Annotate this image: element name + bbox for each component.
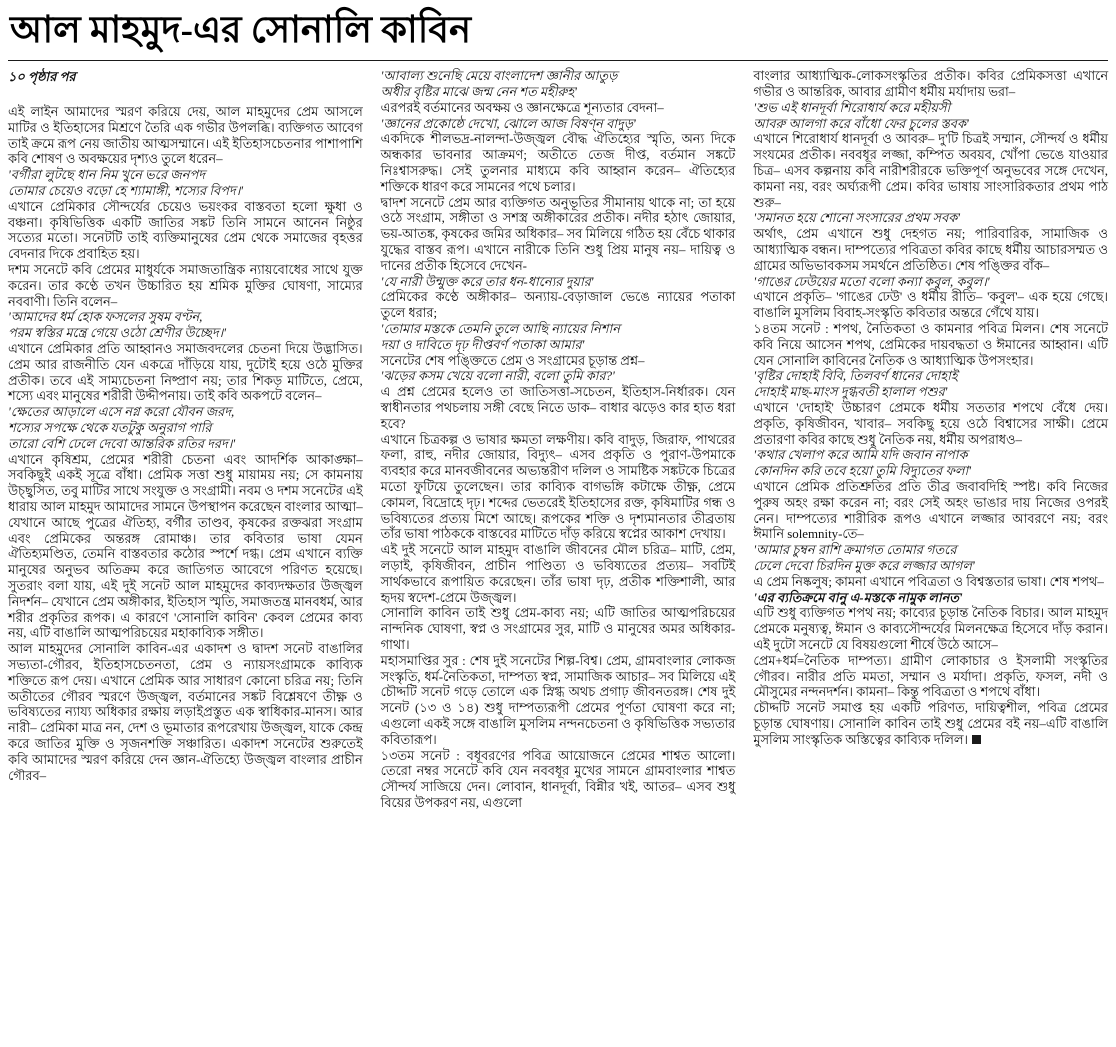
verse-quote: 'জ্ঞানের প্রকোষ্ঠে দেখো, ঝোলে আজ বিষণ্ন বাদুড়' bbox=[380, 116, 636, 131]
verse-quote: 'এর ব্যতিক্রমে বানু এ-মস্তকে নামুক লানত' bbox=[753, 590, 963, 605]
end-of-article-mark bbox=[972, 735, 981, 744]
article-paragraph: এখানে চিত্রকল্প ও ভাষার ক্ষমতা লক্ষণীয়। কবি বাদুড়, জিরাফ, পাথরের ফলা, রাহু, নদীর জোয়ার, বিদ্যুৎ– এসব প্রকৃতি ও পুরাণ-উপমাকে ব্যবহার করে মানবজীবনের অভ্যন্তরীণ দলিল ও সামষ্টিক সঙ্কটকে চিত্রের মতো ফুটিয়ে তুলেছেন। তার কাব্যিক বাগভঙ্গি কটাক্ষে তীক্ষ্ণ, প্রেমে কোমল, বিদ্রোহে দৃঢ়। শব্দের ভেতরেই ইতিহাসের রক্ত, কৃষিমাটির গন্ধ ও ভবিষ্যতের প্রত্যয় মিশে আছে। রূপকের শক্তি ও দৃশ্যমানতার তীব্রতায় তাঁর ভাষা পাঠককে বাস্তবের মাটিতে দাঁড় করিয়ে স্বপ্নের আকাশ দেখায়। bbox=[380, 432, 736, 542]
article-paragraph: এখানে প্রকৃতি– 'গাঙের ঢেউ' ও ধর্মীয় রীতি– 'কবুল'– এক হয়ে গেছে। বাঙালি মুসলিম বিবাহ-সংস্কৃতি কবিতার অন্তরে গেঁথে যায়। bbox=[753, 290, 1109, 321]
verse-quote: 'ক্ষেতের আড়ালে এসে নগ্ন করো যৌবন জরদ, শস্যের সপক্ষে থেকে যতটুকু অনুরাগ পারি তারো বেশি ঢেলে দেবো আন্তরিক রতির দরদ।' bbox=[8, 405, 236, 451]
article-paragraph: এখানে প্রেমিকার সৌন্দর্যের চেয়েও ভয়ংকর বাস্তবতা হলো ক্ষুধা ও বঞ্চনা। কৃষিভিত্তিক একটি জাতির সঙ্কট তিনি সামনে আনেন নিষ্ঠুর সত্যের মতো। সনেটটি তাই ব্যক্তিমানুষের প্রেম থেকে সমাজের বৃহত্তর বেদনার দিকে প্রবাহিত হয়। bbox=[8, 199, 363, 262]
article-paragraph: প্রেমিকের কণ্ঠে অঙ্গীকার– অন্যায়-বেড়াজাল ভেঙে ন্যায়ের পতাকা তুলে ধরার; bbox=[380, 290, 736, 321]
article-paragraph: এখানে প্রেমিকার প্রতি আহ্বানও সমাজবদলের চেতনা দিয়ে উদ্ভাসিত। প্রেম আর রাজনীতি যেন একত্রে দাঁড়িয়ে যায়, দুটোই হয়ে ওঠে মুক্তির প্রতীক। তবে এই সাম্যচেতনা নিষ্প্রাণ নয়; তার শিকড় মাটিতে, প্রেমে, শস্যে এবং মানুষের শরীরী উদ্দীপনায়। তাই কবি অকপটে বলেন– bbox=[8, 342, 363, 404]
article-paragraph: এ প্রশ্ন প্রেমের হলেও তা জাতিসত্তা-সচেতন, ইতিহাস-নির্ধারক। যেন স্বাধীনতার পথচলায় সঙ্গী বেছে নিতে ডাক– বাধার ঝড়েও কার হাত ধরা হবে? bbox=[380, 385, 736, 431]
article-paragraph: দশম সনেটে কবি প্রেমের মাধুর্যকে সমাজতান্ত্রিক ন্যায়বোধের সাথে যুক্ত করেন। তার কণ্ঠে তখন উচ্চারিত হয় শ্রমিক মুক্তির ঘোষণা, সাম্যের নববাণী। তিনি বলেন– bbox=[8, 263, 363, 309]
article-paragraph: এই লাইন আমাদের স্মরণ করিয়ে দেয়, আল মাহমুদের প্রেম আসলে মাটির ও ইতিহাসের মিশ্রণে তৈরি এক গভীর উপলব্ধি। ব্যক্তিগত আবেগ তাই ক্রমে রূপ নেয় জাতীয় আত্মসম্মানে। এই ইতিহাসচেতনার পাশাপাশি কবি শোষণ ও অবক্ষয়ের দৃশ্যও তুলে ধরেন– bbox=[8, 105, 363, 167]
verse-quote: 'সমানত হয়ে শোনো সংসারের প্রথম সবক' bbox=[753, 211, 961, 226]
verse-quote: 'বৃষ্টির দোহাই বিবি, তিলবর্ণ ধানের দোহাই দোহাই মাছ-মাংস দুগ্ধবতী হালাল পশুর' bbox=[753, 369, 958, 400]
article-paragraph: চৌদ্দটি সনেট সমাপ্ত হয় একটি পরিণত, দায়িত্বশীল, পবিত্র প্রেমের চূড়ান্ত ঘোষণায়। সোনালি কাবিন তাই শুধু প্রেমের বই নয়–এটি বাঙালি মুসলিম সাংস্কৃতিক অস্তিত্বের কাব্যিক দলিল। bbox=[753, 701, 1109, 747]
article-paragraph: আল মাহমুদের সোনালি কাবিন-এর একাদশ ও দ্বাদশ সনেট বাঙালির সভ্যতা-গৌরব, ইতিহাসচেতনতা, প্রেম ও ন্যায়সংগ্রামকে কাব্যিক শক্তিতে রূপ দেয়। এখানে প্রেমিক আর সাধারণ কোনো চরিত্র নয়; তিনি অতীতের গৌরব স্মরণে উজ্জ্বল, বর্তমানের সঙ্কট বিশ্লেষণে তীক্ষ্ণ ও ভবিষ্যতের ন্যায্য অধিকার রক্ষায় লড়াইপ্রস্তুত এক স্বাধিকার-মানস। আর নারী– প্রেমিকা মাত্র নন, দেশ ও ভূমাতার রূপরেখায় উজ্জ্বল, যাকে কেন্দ্র করে জাতির মুক্তি ও সৃজনশক্তি সঞ্চারিত। একাদশ সনেটের শুরুতেই কবি আমাদের স্মরণ করিয়ে দেন জ্ঞান-ঐতিহ্যে উজ্জ্বল বাংলার প্রাচীন গৌরব– bbox=[8, 642, 363, 783]
article-paragraph: বাংলার আধ্যাত্মিক-লোকসংস্কৃতির প্রতীক। কবির প্রেমিকসত্তা এখানে গভীর ও আন্তরিক, আবার গ্রামীণ ধর্মীয় মর্যাদায় ভরা– bbox=[753, 69, 1109, 100]
verse-quote: 'তোমার মস্তকে তেমনি তুলে আছি ন্যায়ের নিশান দয়া ও দাবিতে দৃঢ় দীপ্তবর্ণ পতাকা আমার' bbox=[380, 322, 620, 352]
article-paragraph: এ প্রেম নিষ্কলুষ; কামনা এখানে পবিত্রতা ও বিশ্বস্ততার ভাষা। শেষ শপথ– bbox=[753, 574, 1104, 589]
verse-quote: 'কথার খেলাপ করে আমি যদি জবান নাপাক কোনদিন করি তবে হয়ো তুমি বিদ্যুতের ফলা' bbox=[753, 448, 971, 479]
article-paragraph: সোনালি কাবিন তাই শুধু প্রেম-কাব্য নয়; এটি জাতির আত্মপরিচয়ের নান্দনিক ঘোষণা, স্বপ্ন ও সংগ্রামের সুর, মাটি ও মানুষের অমর অধিকার-গাথা। bbox=[380, 606, 736, 652]
article-column-1 bbox=[8, 69, 363, 784]
continuation-note: ১০ পৃষ্ঠার পর bbox=[8, 69, 76, 85]
page-title: আল মাহমুদ-এর সোনালি কাবিন bbox=[10, 10, 472, 51]
article-paragraph: মহাসমাপ্তির সুর : শেষ দুই সনেটের শিল্প-বিশ্ব। প্রেম, গ্রামবাংলার লোকজ সংস্কৃতি, ধর্ম-নৈতিকতা, দাম্পত্য স্বপ্ন, সামাজিক আচার– সব মিলিয়ে এই চৌদ্দটি সনেট গড়ে তোলে এক স্নিগ্ধ অথচ প্রগাঢ় জীবনতরঙ্গ। শেষ দুই সনেট (১৩ ও ১৪) শুধু দাম্পত্যরূপী প্রেমের পূর্ণতা ঘোষণা করে না; এগুলো একই সঙ্গে বাঙালি মুসলিম নন্দনচেতনা ও কৃষিভিত্তিক সভ্যতার কবিতারূপ। bbox=[380, 653, 736, 747]
article-paragraph: এরপরই বর্তমানের অবক্ষয় ও জ্ঞানক্ষেত্রে শূন্যতার বেদনা– bbox=[380, 100, 664, 115]
article-paragraph: দ্বাদশ সনেটে প্রেম আর ব্যক্তিগত অনুভূতির সীমানায় থাকে না; তা হয়ে ওঠে সংগ্রাম, সঙ্গীতা ও সশস্ত্র অঙ্গীকারের প্রতীক। নদীর হঠাৎ জোয়ার, ভয়-আতঙ্ক, কৃষকের জমির অধিকার– সব মিলিয়ে গঠিত হয় বেঁচে থাকার যুদ্ধের বাস্তব রূপ। এখানে নারীকে তিনি শুধু প্রিয় মানুষ নয়– দায়িত্ব ও দানের প্রতীক হিসেবে দেখেন- bbox=[380, 195, 736, 273]
article-paragraph: এখানে কৃষিশ্রম, প্রেমের শরীরী চেতনা এবং আদর্শিক আকাঙ্ক্ষা– সবকিছুই একই সূত্রে বাঁধা। প্রেমিক সত্তা শুধু মায়াময় নয়; সে কামনায় উচ্ছ্বসিত, তবু মাটির সাথে সংযুক্ত ও সংগ্রামী। নবম ও দশম সনেটের এই ধারায় আল মাহমুদ আমাদের সামনে উপস্থাপন করেছেন বাংলার আত্মা– যেখানে আছে পুত্রের ঐতিহ্য, বর্গীর তাণ্ডব, কৃষকের রক্তঝরা সংগ্রাম এবং প্রেমিকের অন্তরঙ্গ রোমাঞ্চ। তার কবিতার ভাষা যেমন ঐতিহ্যমণ্ডিত, তেমনি বাস্তবতার কঠোর স্পর্শে দগ্ধ। প্রেম এখানে ব্যক্তি মানুষের অনুভব অতিক্রম করে জাতিগত আবেগে পরিণত হয়েছে। সুতরাং বলা যায়, এই দুই সনেট আল মাহমুদের কাব্যদক্ষতার উজ্জ্বল নিদর্শন– যেখানে প্রেম অঙ্গীকার, ইতিহাস স্মৃতি, সমাজতন্ত্র মানবধর্ম, আর শরীর প্রকৃতির রূপক। এ কারণে 'সোনালি কাবিন' কেবল প্রেমের কাব্য নয়, এটি বাঙালি আত্মপরিচয়ের মহাকাব্যিক সঙ্গীত। bbox=[8, 452, 363, 641]
verse-quote: 'আমাদের ধর্ম হোক ফসলের সুষম বণ্টন, পরম স্বস্তির মন্ত্রে গেয়ে ওঠো শ্রেণীর উচ্ছেদ।' bbox=[8, 310, 226, 341]
article-column-2 bbox=[381, 69, 736, 811]
article-paragraph: ১৪তম সনেট : শপথ, নৈতিকতা ও কামনার পবিত্র মিলন। শেষ সনেটে কবি নিয়ে আসেন শপথ, প্রেমিকের দায়বদ্ধতা ও ঈমানের আহ্বান। এটি যেন সোনালি কাবিনের নৈতিক ও আধ্যাত্মিক উপসংহার। bbox=[753, 322, 1109, 368]
verse-quote: 'আমার চুম্বন রাশি ক্রমাগত তোমার গতরে ঢেলে দেবো চিরদিন মুক্ত করে লজ্জার আগল' bbox=[753, 543, 975, 573]
article-paragraph: এখানে প্রেমিক প্রতিশ্রুতির প্রতি তীব্র জবাবদিহি স্পষ্ট। কবি নিজের পুরুষ অহং রক্ষা করেন না; বরং সেই অহং ভাঙার দায় নিজের ওপরই নেন। দাম্পত্যের শারীরিক রূপও এখানে লজ্জার আবরণে নয়; বরং ঈমানি solemnity-তে– bbox=[753, 479, 1109, 542]
verse-quote: 'শুভ এই ধানদূর্বা শিরোধার্য করে মহীয়সী আবরু আলগা করে বাঁধো ফের চুলের স্তবক' bbox=[753, 100, 969, 131]
article-paragraph: এই দুই সনেটে আল মাহমুদ বাঙালি জীবনের মৌল চরিত্র– মাটি, প্রেম, লড়াই, কৃষিজীবন, প্রাচীন পাণ্ডিত্য ও ভবিষ্যতের প্রত্যয়– সবটিই সার্থকভাবে রূপায়িত করেছেন। তাঁর ভাষা দৃঢ়, প্রতীক শক্তিশালী, আর হৃদয় স্বদেশ-প্রেমে উজ্জ্বল। bbox=[380, 543, 736, 605]
article-paragraph: এটি শুধু ব্যক্তিগত শপথ নয়; কাব্যের চূড়ান্ত নৈতিক বিচার। আল মাহমুদ প্রেমকে মনুষ্যত্ব, ঈমান ও কাব্যসৌন্দর্যের মিলনক্ষেত্র হিসেবে দাঁড় করান। এই দুটো সনেটে যে বিষয়গুলো শীর্ষে উঠে আসে– bbox=[753, 606, 1109, 652]
article-columns bbox=[8, 69, 1108, 811]
article-column-3 bbox=[753, 69, 1108, 748]
article-paragraph: সনেটের শেষ পঙ্ক্তিতে প্রেম ও সংগ্রামের চূড়ান্ত প্রশ্ন– bbox=[380, 353, 645, 368]
verse-quote: 'গাঙের ঢেউয়ের মতো বলো কন্যা কবুল, কবুল।' bbox=[753, 274, 990, 289]
article-paragraph: প্রেম+ধর্ম=নৈতিক দাম্পত্য। গ্রামীণ লোকাচার ও ইসলামী সংস্কৃতির গৌরব। নারীর প্রতি মমতা, সম্মান ও মর্যাদা। প্রকৃতি, ফসল, নদী ও মৌসুমের নন্দনদর্শন। কামনা– কিন্তু পবিত্রতা ও শপথে বাঁধা। bbox=[753, 653, 1109, 700]
verse-quote: 'ঝড়ের কসম খেয়ে বলো নারী, বলো তুমি কার?' bbox=[380, 369, 615, 384]
article-paragraph: এখানে 'দোহাই' উচ্চারণ প্রেমকে ধর্মীয় সততার শপথে বেঁধে দেয়। প্রকৃতি, কৃষিজীবন, খাবার– সবকিছু হয়ে ওঠে বিশ্বাসের সাক্ষী। প্রেমে প্রতারণা কবির কাছে শুধু নৈতিক নয়, ধর্মীয় অপরাধও– bbox=[753, 400, 1109, 447]
article-paragraph: অর্থাৎ, প্রেম এখানে শুধু দেহগত নয়; পারিবারিক, সামাজিক ও আধ্যাত্মিক বন্ধন। দাম্পত্যের পবিত্রতা কবির কাছে ধর্মীয় আচারসম্মত ও গ্রামের অভিভাবকসম সমর্থনে প্রতিষ্ঠিত। শেষ পঙ্ক্তির বাঁক– bbox=[753, 227, 1109, 273]
verse-quote: 'বর্গীরা লুটছে ধান নিম খুনে ভরে জনপদ তোমার চেয়েও বড়ো হে শ্যামাঙ্গী, শস্যের বিপদ।' bbox=[8, 168, 244, 199]
article-paragraph: একদিকে শীলভদ্র-নালন্দা-উজ্জ্বল বৌদ্ধ ঐতিহ্যের স্মৃতি, অন্য দিকে অন্ধকার ভাবনার আক্রমণ; অতীতে তেজ দীপ্ত, বর্তমান সঙ্কটে নিঃশ্বাসরুদ্ধ। সেই তুলনার মাধ্যমে কবি আহ্বান করেন– ঐতিহ্যের শক্তিকে ধারণ করে সামনের পথে চলার। bbox=[380, 132, 736, 194]
title-divider bbox=[8, 60, 1108, 61]
article-paragraph: ১৩তম সনেট : বধূবরণের পবিত্র আয়োজনে প্রেমের শাশ্বত আলো। তেরো নম্বর সনেটে কবি যেন নববধূর মুখের সামনে গ্রামবাংলার শাশ্বত সৌন্দর্য সাজিয়ে দেন। লোবান, ধানদূর্বা, বিন্নীর খই, আতর– এসব শুধু বিয়ের উপকরণ নয়, এগুলো bbox=[380, 748, 736, 810]
article-paragraph: এখানে শিরোধার্য ধানদূর্বা ও আবরু– দু'টি চিত্রই সম্মান, সৌন্দর্য ও ধর্মীয় সংযমের প্রতীক। নববধূর লজ্জা, কম্পিত অবয়ব, খোঁপা ভেঙে যাওয়ার চিত্র– এসব কল্পনায় কবি নারীশরীরকে ভক্তিপূর্ণ অনুভবের সঙ্গে দেখেন, কামনা নয়, বরং অর্ঘ্যরূপী প্রেম। কবির ভাষায় সাংসারিকতার প্রথম পাঠ শুরু– bbox=[753, 132, 1109, 210]
verse-quote: 'যে নারী উন্মুক্ত করে তার ধন-ধান্যের দুয়ার' bbox=[380, 274, 594, 289]
verse-quote: 'আবাল্য শুনেছি মেয়ে বাংলাদেশ জ্ঞানীর আতুড় অধীর বৃষ্টির মাঝে জন্ম নেন শত মহীরুহ' bbox=[380, 69, 618, 100]
